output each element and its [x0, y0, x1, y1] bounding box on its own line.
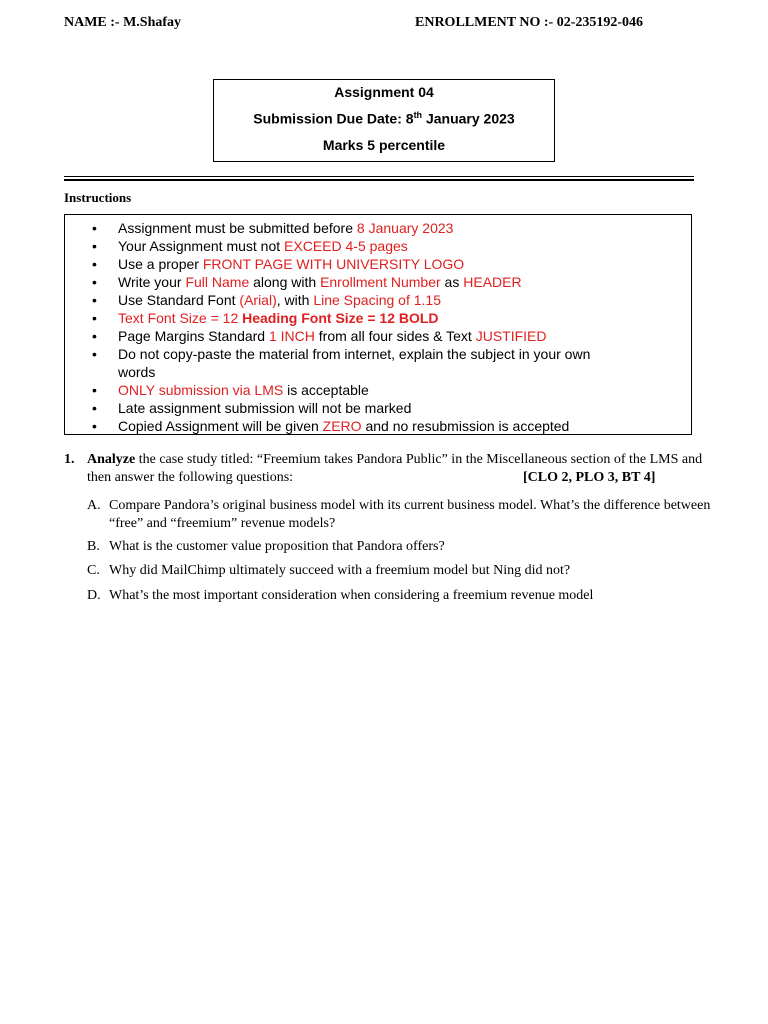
instruction-text: Late assignment submission will not be marked	[118, 400, 412, 416]
subquestion-letter: D.	[87, 588, 101, 603]
subquestion-b	[87, 538, 717, 556]
instruction-text: Enrollment Number	[320, 274, 441, 290]
instruction-item	[65, 381, 691, 399]
instruction-text: Heading Font Size = 12 BOLD	[242, 310, 439, 326]
instruction-text: Use a proper	[118, 256, 203, 272]
instruction-text: , with	[276, 292, 314, 308]
subquestion-letter: A.	[87, 498, 101, 513]
instruction-item	[65, 237, 691, 255]
subquestion-letter: C.	[87, 563, 100, 578]
instruction-item	[65, 345, 691, 381]
due-date-month-year: January 2023	[422, 110, 515, 127]
instruction-text: (Arial)	[239, 292, 277, 308]
due-date	[214, 110, 554, 127]
due-date-suffix: th	[413, 110, 423, 120]
instruction-text: EXCEED 4-5 pages	[284, 238, 408, 254]
assignment-title-box	[213, 79, 555, 162]
subquestion-text: What is the customer value proposition that Pandora offers?	[109, 539, 445, 554]
subquestion-text: Why did MailChimp ultimately succeed with a freemium model but Ning did not?	[109, 563, 571, 578]
instruction-text: Copied Assignment will be given	[118, 418, 323, 434]
instruction-item	[65, 255, 691, 273]
instructions-box	[64, 214, 692, 435]
instruction-text: and no resubmission is accepted	[361, 418, 570, 434]
instruction-text: 1 INCH	[268, 328, 315, 344]
instruction-item	[65, 309, 691, 327]
question-number: 1.	[64, 452, 75, 467]
instruction-text: Use Standard Font	[118, 292, 240, 308]
subquestion-text: Compare Pandora’s original business model with its current business model. What’s the difference between “free” and “freemium” revenue models?	[109, 498, 711, 531]
instruction-text: from all four sides & Text	[314, 328, 476, 344]
student-name: NAME :- M.Shafay	[64, 15, 182, 30]
instruction-text: JUSTIFIED	[475, 328, 547, 344]
instruction-text: Full Name	[185, 274, 250, 290]
divider-line	[64, 176, 694, 177]
instruction-text: Line Spacing of 1.15	[313, 292, 441, 308]
instruction-text: Assignment must be submitted before	[118, 220, 357, 236]
instruction-text: along with	[249, 274, 321, 290]
instruction-item	[65, 399, 691, 417]
enrollment-number: ENROLLMENT NO :- 02-235192-046	[415, 15, 644, 30]
assignment-title: Assignment 04	[334, 84, 434, 100]
question-lead: Analyze	[87, 452, 136, 467]
instruction-item	[65, 327, 691, 345]
instruction-text: ONLY submission via LMS	[118, 382, 284, 398]
instruction-text: Your Assignment must not	[118, 238, 285, 254]
instruction-text: Page Margins Standard	[118, 328, 269, 344]
subquestion-a	[87, 497, 717, 533]
subquestion-letter: B.	[87, 539, 100, 554]
instruction-item	[65, 417, 691, 435]
instruction-text: Write your	[118, 274, 186, 290]
subquestion-c	[87, 562, 717, 580]
question-body: the case study titled: “Freemium takes Pandora Public” in the Miscellaneous section of the LMS and then answer the following questions:	[87, 452, 703, 485]
subquestion-d	[87, 587, 717, 605]
instruction-text: 8 January 2023	[356, 220, 454, 236]
instructions-list	[65, 219, 691, 435]
divider-line-thick	[64, 179, 694, 181]
instruction-text: Do not copy-paste the material from internet, explain the subject in your own words	[118, 346, 591, 380]
instruction-text: HEADER	[463, 274, 522, 290]
instructions-heading: Instructions	[64, 190, 132, 205]
instruction-text: as	[440, 274, 464, 290]
instruction-text: Text Font Size = 12	[118, 310, 243, 326]
marks: Marks 5 percentile	[322, 137, 446, 153]
subquestion-text: What’s the most important consideration when considering a freemium revenue model	[109, 588, 594, 603]
clo-tag: [CLO 2, PLO 3, BT 4]	[523, 470, 656, 485]
instruction-item	[65, 219, 691, 237]
question-1	[64, 451, 714, 487]
instruction-text: is acceptable	[283, 382, 369, 398]
instruction-item	[65, 291, 691, 309]
instruction-text: ZERO	[322, 418, 362, 434]
due-date-text: Submission Due Date: 8	[253, 110, 414, 127]
instruction-item	[65, 273, 691, 291]
instruction-text: FRONT PAGE WITH UNIVERSITY LOGO	[202, 256, 465, 272]
